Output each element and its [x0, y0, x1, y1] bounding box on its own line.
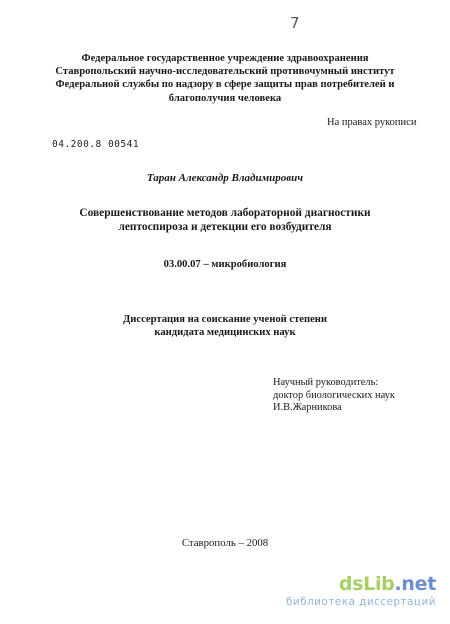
city-year: Ставрополь – 2008	[181, 537, 269, 549]
handwritten-mark: 7	[290, 14, 300, 32]
dissertation-title	[0, 206, 450, 234]
degree-line: Диссертация на соискание ученой степени	[123, 314, 327, 325]
specialty: 03.00.07 – микробиология	[163, 259, 287, 270]
institution-line: Ставропольский научно-исследовательский противочумный институт	[55, 66, 395, 78]
institution-line: благополучия человека	[168, 92, 282, 104]
manuscript-rights-note: На правах рукописи	[327, 117, 417, 128]
author-name: Таран Александр Владимирович	[146, 172, 304, 184]
registry-code: 04.200.8 00541	[52, 139, 140, 150]
institution-header	[0, 52, 450, 105]
dslib-logo	[286, 574, 436, 594]
title-line: лептоспироза и детекции его возбудителя	[118, 221, 332, 233]
logo-part-2: .net	[394, 573, 436, 595]
institution-line: Федеральное государственное учреждение здравоохранения	[81, 53, 369, 64]
logo-part-1: dsLib	[338, 573, 395, 595]
title-line: Совершенствование методов лабораторной диагностики	[79, 207, 371, 219]
degree-line: кандидата медицинских наук	[154, 327, 296, 339]
degree-statement	[0, 313, 450, 340]
dslib-watermark	[286, 574, 436, 608]
advisor-line: И.В.Жарникова	[273, 402, 342, 414]
institution-line: Федеральной службы по надзору в сфере защиты прав потребителей и	[55, 79, 395, 91]
scientific-advisor	[273, 377, 395, 415]
advisor-line: доктор биологических наук	[273, 389, 395, 401]
advisor-line: Научный руководитель:	[273, 377, 379, 388]
watermark-subtitle: библиотека диссертаций	[285, 596, 436, 608]
